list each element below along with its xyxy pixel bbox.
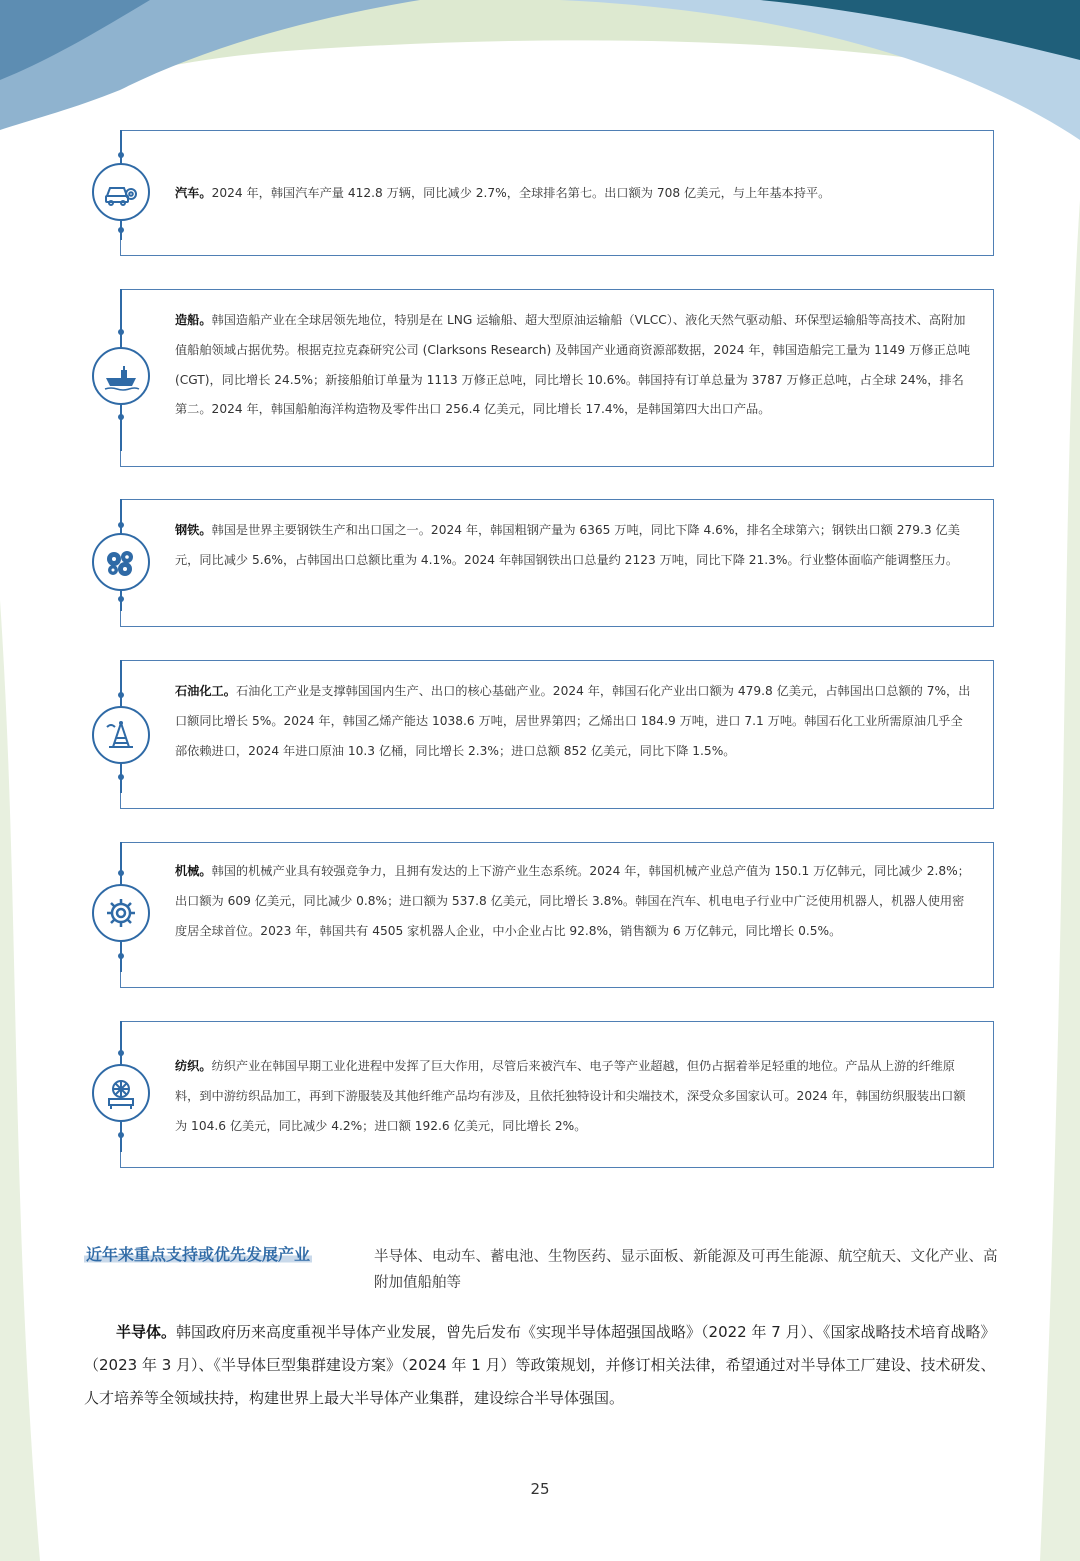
- card-text-steel: [175, 516, 971, 576]
- card-body: 韩国的机械产业具有较强竞争力，且拥有发达的上下游产业生态系统。2024 年，韩国机械产业总产值为 150.1 万亿韩元，同比减少 2.8%；出口额为 609 亿美元，同比减少 0.8%；进口额为 537.8 亿美元，同比增长 3.8%。韩国在汽车、机电电子行业中广泛使用机器人，机器人使用密度居全球首位。2023 年，韩国共有 4505 家机器人企业，中小企业占比 92.8%，销售额为 6 万亿韩元，同比增长 0.5%。: [175, 864, 970, 938]
- timeline-dot: [118, 1132, 124, 1138]
- timeline-dot: [118, 1050, 124, 1056]
- section-heading: 近年来重点支持或优先发展产业: [84, 1242, 312, 1265]
- timeline-dot: [118, 774, 124, 780]
- page-number: 25: [530, 1480, 550, 1498]
- industry-card-textile: [120, 1021, 994, 1168]
- card-body: 韩国是世界主要钢铁生产和出口国之一。2024 年，韩国粗钢产量为 6365 万吨，同比下降 4.6%，排名全球第六；钢铁出口额 279.3 亿美元，同比减少 5.6%，占韩国出口总额比重为 4.1%。2024 年韩国钢铁出口总量约 2123 万吨，同比下降 21.3%。行业整体面临产能调整压力。: [175, 523, 960, 567]
- ship-icon: [92, 347, 150, 405]
- timeline-dot: [118, 870, 124, 876]
- card-text-auto: [175, 179, 971, 209]
- card-text-machinery: [175, 857, 971, 946]
- industry-card-petrochemical: [120, 660, 994, 809]
- timeline-dot: [118, 596, 124, 602]
- card-text-shipbuilding: [175, 306, 971, 425]
- industry-card-shipbuilding: [120, 289, 994, 467]
- timeline-dot: [118, 227, 124, 233]
- card-lead: 石油化工。: [175, 684, 236, 698]
- loom-icon: [92, 1064, 150, 1122]
- industry-card-machinery: [120, 842, 994, 988]
- timeline-dot: [118, 414, 124, 420]
- card-text-textile: [175, 1052, 971, 1141]
- semiconductor-paragraph: [84, 1316, 999, 1415]
- card-body: 纺织产业在韩国早期工业化进程中发挥了巨大作用，尽管后来被汽车、电子等产业超越，但仍占据着举足轻重的地位。产品从上游的纤维原料，到中游纺织品加工，再到下游服装及其他纤维产品均有涉及，且依托独特设计和尖端技术，深受众多国家认可。2024 年，韩国纺织服装出口额为 104.6 亿美元，同比减少 4.2%；进口额 192.6 亿美元，同比增长 2%。: [175, 1059, 966, 1133]
- section-industries-list: 半导体、电动车、蓄电池、生物医药、显示面板、新能源及可再生能源、航空航天、文化产业、高附加值船舶等: [374, 1249, 998, 1291]
- card-body: 韩国造船产业在全球居领先地位，特别是在 LNG 运输船、超大型原油运输船（VLCC）、液化天然气驱动船、环保型运输船等高技术、高附加值船舶领域占据优势。根据克拉克森研究公司 (Clarksons Research) 及韩国产业通商资源部数据，2024 年，韩国造船完工量为 1149 万修正总吨 (CGT)，同比增长 24.5%；新接船舶订单量为 1113 万修正总吨，同比增长 10.6%。韩国持有订单总量为 3787 万修正总吨，占全球 24%，排名第二。2024 年，韩国船舶海洋构造物及零件出口 256.4 亿美元，同比增长 17.4%，是韩国第四大出口产品。: [175, 313, 971, 417]
- oil-pump-icon: [92, 706, 150, 764]
- industry-card-auto: [120, 130, 994, 256]
- card-lead: 钢铁。: [175, 523, 212, 537]
- card-text-petrochemical: [175, 677, 971, 766]
- card-lead: 纺织。: [175, 1059, 212, 1073]
- gear-icon: [92, 884, 150, 942]
- car-gear-icon: [92, 163, 150, 221]
- card-body: 石油化工产业是支撑韩国国内生产、出口的核心基础产业。2024 年，韩国石化产业出口额为 479.8 亿美元，占韩国出口总额的 7%，出口额同比增长 5%。2024 年，韩国乙烯产能达 1038.6 万吨，居世界第四；乙烯出口 184.9 万吨，进口 7.1 万吨。韩国石化工业所需原油几乎全部依赖进口，2024 年进口原油 10.3 亿桶，同比增长 2.3%；进口总额 852 亿美元，同比下降 1.5%。: [175, 684, 971, 758]
- card-lead: 机械。: [175, 864, 212, 878]
- paragraph-body: 韩国政府历来高度重视半导体产业发展，曾先后发布《实现半导体超强国战略》（2022 年 7 月）、《国家战略技术培育战略》（2023 年 3 月）、《半导体巨型集群建设方案》（2024 年 1 月）等政策规划，并修订相关法律，希望通过对半导体工厂建设、技术研发、人才培养等全领域扶持，构建世界上最大半导体产业集群，建设综合半导体强国。: [84, 1323, 996, 1407]
- timeline-dot: [118, 329, 124, 335]
- paragraph-lead: 半导体。: [116, 1323, 177, 1341]
- card-lead: 造船。: [175, 313, 212, 327]
- card-body: 2024 年，韩国汽车产量 412.8 万辆，同比减少 2.7%，全球排名第七。出口额为 708 亿美元，与上年基本持平。: [211, 186, 831, 200]
- card-lead: 汽车。: [175, 186, 212, 200]
- steel-coils-icon: [92, 533, 150, 591]
- industry-card-steel: [120, 499, 994, 627]
- timeline-dot: [118, 522, 124, 528]
- timeline-dot: [118, 692, 124, 698]
- timeline-dot: [118, 152, 124, 158]
- timeline-dot: [118, 953, 124, 959]
